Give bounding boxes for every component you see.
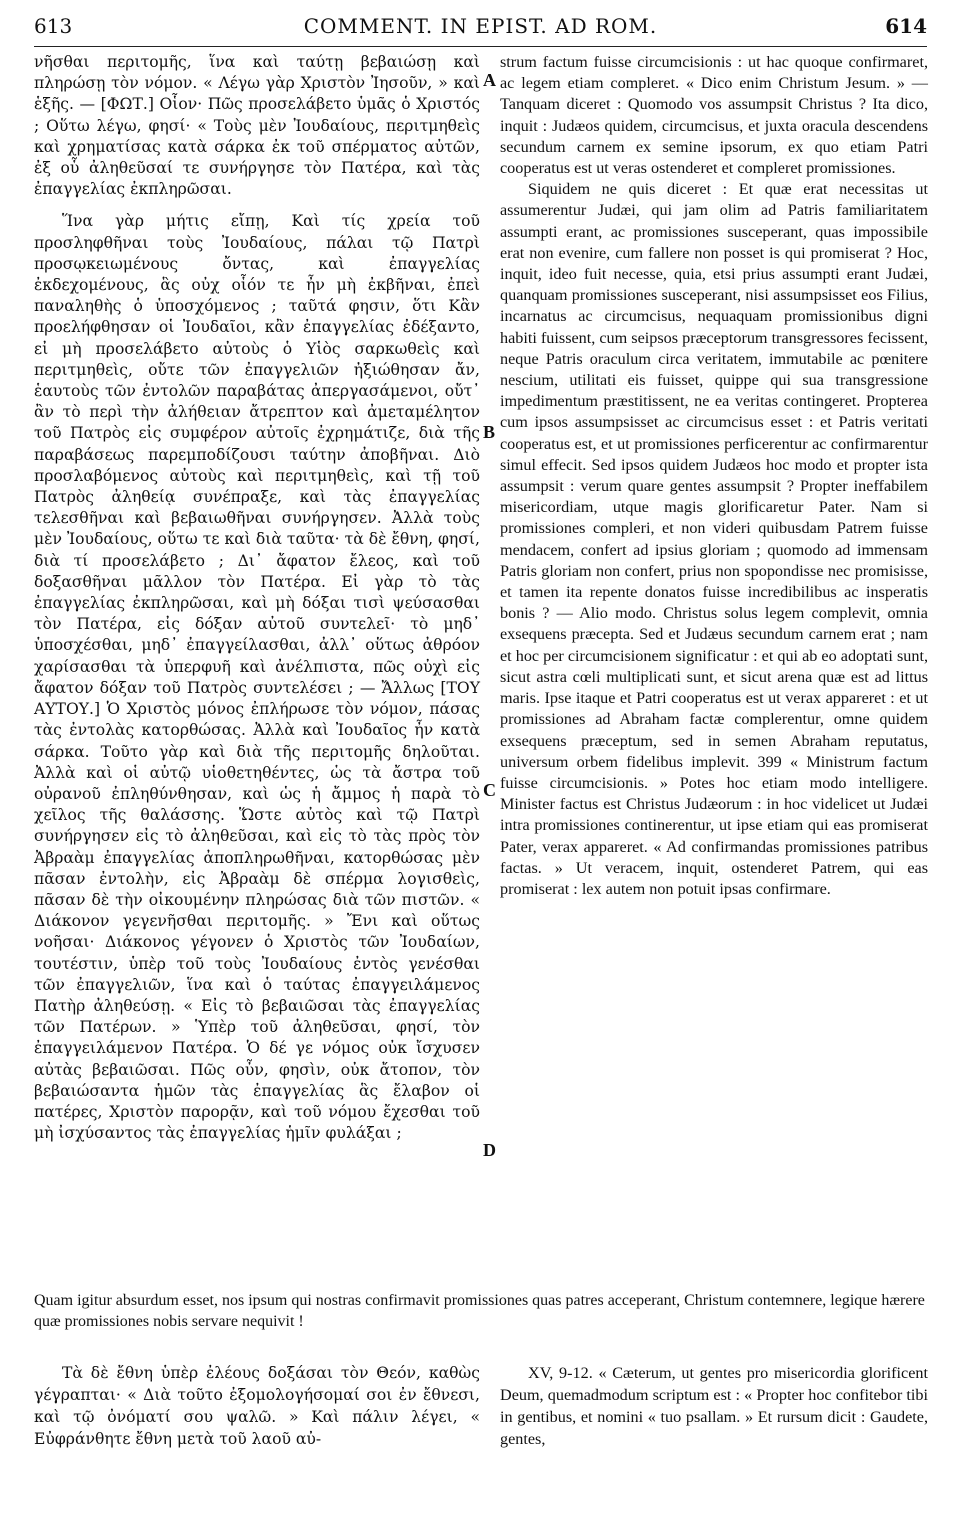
greek-paragraph: νῆσθαι περιτομῆς, ἵνα καὶ ταύτῃ βεβαιώσῃ καὶ πληρώσῃ τὸν νόμον. « Λέγω γὰρ Χριστὸν Ἰησοῦν, » καὶ ἑξῆς. — [ΦΩΤ.] Οἷον· Πῶς προσελάβετο ὑμᾶς ὁ Χριστός ; Οὕτω λέγω, φησί· « Τοὺς μὲν Ἰουδαίους, περιτμηθεὶς καὶ χρηματίσας κατὰ σάρκα ἐκ τοῦ σπέρματος αὐτῶν, ἐξ οὗ ἀληθεῦσαί τε συνήργησε τὸν Πατέρα, καὶ τὰς ἐπαγγελίας ἐκπληρῶσαι. <box>34 53 480 199</box>
margin-marker-d: D <box>483 1140 496 1160</box>
greek-verse-text: Τὰ δὲ ἔθνη ὑπὲρ ἐλέους δοξάσαι τὸν Θεόν, καθὼς γέγραπται· « Διὰ τοῦτο ἐξομολογήσομαί σοι ἐν ἔθνεσι, καὶ τῷ ὀνόματί σου ψαλῶ. » Καὶ πάλιν λέγει, « Εὐφράνθητε ἔθνη μετὰ τοῦ λαοῦ αὐ- <box>34 1364 480 1448</box>
latin-verse-section <box>500 1362 928 1450</box>
page-header <box>34 8 927 47</box>
margin-marker-b: B <box>483 422 496 442</box>
latin-column <box>500 52 928 900</box>
latin-paragraph: strum factum fuisse circumcisionis : ut hac quoque confirmaret, ac legem etiam compleret. « Dico enim Christum Jesum. » — Tanquam diceret : Quomodo vos assumpsit Christus ? Ita dico, inquit : Judæos quidem, circumcisus, et juxta oracula descendens secundum carnem ex semine ipsorum, ex quo etiam Patri cooperatus est ut veras ostenderet et compleret promissiones. <box>500 53 928 178</box>
page-number-right: 614 <box>885 14 927 38</box>
page-number-left: 613 <box>34 14 73 38</box>
latin-verse-text: XV, 9-12. « Cæterum, ut gentes pro misericordia glorificent Deum, quemadmodum scriptum est : « Propter hoc confitebor tibi in gentibus, et nomini « tuo psallam. » Et rursum dicit : Gaudete, gentes, <box>500 1364 928 1448</box>
running-title: COMMENT. IN EPIST. AD ROM. <box>303 14 658 38</box>
spanning-conclusion <box>34 1290 928 1332</box>
margin-marker-c: C <box>483 780 496 800</box>
greek-column <box>34 52 480 1144</box>
conclusion-text: Quam igitur absurdum esset, nos ipsum qui nostras confirmavit promissiones quas patres acceperant, Christum contemnere, legique hærere quæ promissiones nobis servare nequivit ! <box>34 1292 925 1330</box>
margin-marker-a: A <box>483 70 496 90</box>
latin-paragraph: Siquidem ne quis diceret : Et quæ erat necessitas ut assumerentur Judæi, qui jam olim ad Patris familiaritatem assumpti erant, ac promissiones susceperant, quas impossibile erat non evenire, cum fallere non posset is qui promiserat ? Hoc, inquit, ideo fuit necesse, quia, etsi prius assumpti erant Judæi, quanquam promissiones susceperant, nisi assumpsisset eos Filius, incarnatus ac circumcisus, nequaquam promissionibus digni habiti fuissent, cum seipsos præceptorum transgressores fecissent, neque Patris oraculum circa veritatem, immutabile ac pœnitere nescium, utilitati eis fuisset, quippe qui sua transgressione impedimentum præstitissent, ne ea veritas contingeret. Propterea cum ipsos assumpsisset ac circumcisus esset : et Patris veritati cooperatus est, et ut promissiones perficerentur ac confirmarentur simul effecit. Sed ipsos quidem Judæos hoc modo et propter ista assumpsit : verum quare gentes assumpsit ? Propter ineffabilem misericordiam, utque magis glorificaretur Pater. Nam si promissiones compleri, et non videri quibusdam Patrem fuisse mendacem, confert ad ipsius gloriam ; quomodo ad immensam Patris gloriam non confert, prius non spopondisse nec promisisse, et tamen ita repente donatos fuisse incredibilibus ac insperatis bonis ? — Alio modo. Christus solus legem complevit, omnia exsequens præcepta. Sed et Judæus secundum carnem erat ; nam et hoc per circumcisionem significatur : et qui ab eo adoptati sunt, sicut astra cœli multiplicati sunt, et sicut arena quæ est ad littus maris. Ipse itaque et Patri cooperatus est ut verax appareret : et ut promissiones ad Abraham factæ complerentur, omne quidem exsequens præceptum, sed in semen Abraham reputatus, universum orbem fidelibus implevit. 399 « Ministrum factum fuisse circumcisionis. » Potes hoc etiam modo intelligere. Minister factus est Christus Judæorum : in hoc videlicet ut Judæi intra promissiones continerentur, ut ipse etiam qui eas promiserat Pater, verax appareret. « Ad confirmandas promissiones patribus factas. » Ut veracem, inquit, ostenderet Patrem, qui eas promiserat : lex autem non potuit ipsas confirmare. <box>500 180 928 898</box>
greek-paragraph: Ἵνα γὰρ μήτις εἴπῃ, Καὶ τίς χρεία τοῦ προσληφθῆναι τοὺς Ἰουδαίους, πάλαι τῷ Πατρὶ προσῳκειωμένους ὄντας, καὶ ἐπαγγελίας ἐκδεχομένους, ἃς οὐχ οἷόν τε ἦν μὴ ἐκβῆναι, ἐπεὶ παναληθὴς ὁ ὑποσχόμενος ; ταῦτά φησιν, ὅτι Κἂν προελήφθησαν οἱ Ἰουδαῖοι, κἂν ἐπαγγελίας ἐδέξαντο, εἰ μὴ προσελάβετο αὐτοὺς ὁ Υἱὸς σαρκωθεὶς καὶ περιτμηθεὶς, οὔτε τῶν ἐπαγγελιῶν ἠξιώθησαν ἄν, ἑαυτοὺς τῶν ἐντολῶν παραβάτας ἀπεργασάμενοι, οὔτ᾽ ἂν τὸ περὶ τὴν ἀλήθειαν ἄτρεπτον καὶ ἀμεταμέλητον τοῦ Πατρὸς εἰς συμφέρον αὐτοῖς ἐχρημάτιζε, διὰ τῆς παραβάσεως παρεμποδίζουσι ταύτην ἀποβῆναι. Διὸ προσλαβόμενος αὐτοὺς καὶ περιτμηθεὶς, καὶ τῇ τοῦ Πατρὸς ἀληθείᾳ συνέπραξε, καὶ τὰς ἐπαγγελίας τελεσθῆναι καὶ βεβαιωθῆναι συνήργησεν. Ἀλλὰ τοὺς μὲν Ἰουδαίους, οὕτω τε καὶ διὰ ταῦτα· τὰ δὲ ἔθνη, φησί, διὰ τί προσελάβετο ; Δι᾽ ἄφατον ἔλεος, καὶ τοῦ δοξασθῆναι μᾶλλον τὸν Πατέρα. Εἰ γὰρ τὸ τὰς ἐπαγγελίας ἐκπληρῶσαι, καὶ μὴ δόξαι τισὶ ψεύσασθαι τὸν Πατέρα, εἰς δόξαν αὐτοῦ συντελεῖ· τὸ μηδ᾽ ὑποσχέσθαι, μηδ᾽ ἐπαγγείλασθαι, ἀλλ᾽ οὕτως ἀθρόον χαρίσασθαι τὰ ὑπερφυῆ καὶ ἀνέλπιστα, πῶς οὐχὶ εἰς ἄφατον δόξαν τοῦ Πατρὸς συντελέσει ; — Ἄλλως [ΤΟΥ ΑΥΤΟΥ.] Ὁ Χριστὸς μόνος ἐπλήρωσε τὸν νόμον, πάσας τὰς ἐντολὰς κατορθώσας. Ἀλλὰ καὶ Ἰουδαῖος ἦν κατὰ σάρκα. Τοῦτο γὰρ καὶ διὰ τῆς περιτομῆς δηλοῦται. Ἀλλὰ καὶ οἱ αὐτῷ υἱοθετηθέντες, ὡς τὰ ἄστρα τοῦ οὐρανοῦ ἐπληθύνθησαν, καὶ ὡς ἡ ἄμμος ἡ παρὰ τὸ χεῖλος τῆς θαλάσσης. Ὥστε αὐτὸς καὶ τῷ Πατρὶ συνήργησεν εἰς τὸ ἀληθεῦσαι, καὶ εἰς τὸ τὰς πρὸς τὸν Ἀβραὰμ ἐπαγγελίας ἀποπληρωθῆναι, κατορθώσας μὲν πᾶσαν ἐντολὴν, εἰς Ἀβραὰμ δὲ σπέρμα λογισθεὶς, πᾶσαν δὲ τὴν οἰκουμένην πληρώσας διὰ τῶν πιστῶν. « Διάκονον γεγενῆσθαι περιτομῆς. » Ἔνι καὶ οὕτως νοῆσαι· Διάκονος γέγονεν ὁ Χριστὸς τῶν Ἰουδαίων, τουτέστιν, ὑπὲρ τοῦ τοὺς Ἰουδαίους ἐντὸς γενέσθαι τῶν ἐπαγγελιῶν, ἵνα καὶ ὁ ταύτας ἐπαγγειλάμενος Πατὴρ ἀληθεύσῃ. « Εἰς τὸ βεβαιῶσαι τὰς ἐπαγγελίας τῶν Πατέρων. » Ὑπὲρ τοῦ ἀληθεῦσαι, φησί, τὸν ἐπαγγειλάμενον Πατέρα. Ὁ δέ γε νόμος οὐκ ἴσχυσεν αὐτὰς βεβαιῶσαι. Πῶς οὖν, φησὶν, οὐκ ἄτοπον, τὸν βεβαιώσαντα ἡμῶν τὰς ἐπαγγελίας ἃς ἔλαβον οἱ πατέρες, Χριστὸν παρορᾷν, καὶ τοῦ νόμου ἔχεσθαι τοῦ μὴ ἰσχύσαντος τὰς ἐπαγγελίας ἡμῖν φυλάξαι ; <box>34 212 480 1143</box>
greek-verse-section <box>34 1362 480 1450</box>
